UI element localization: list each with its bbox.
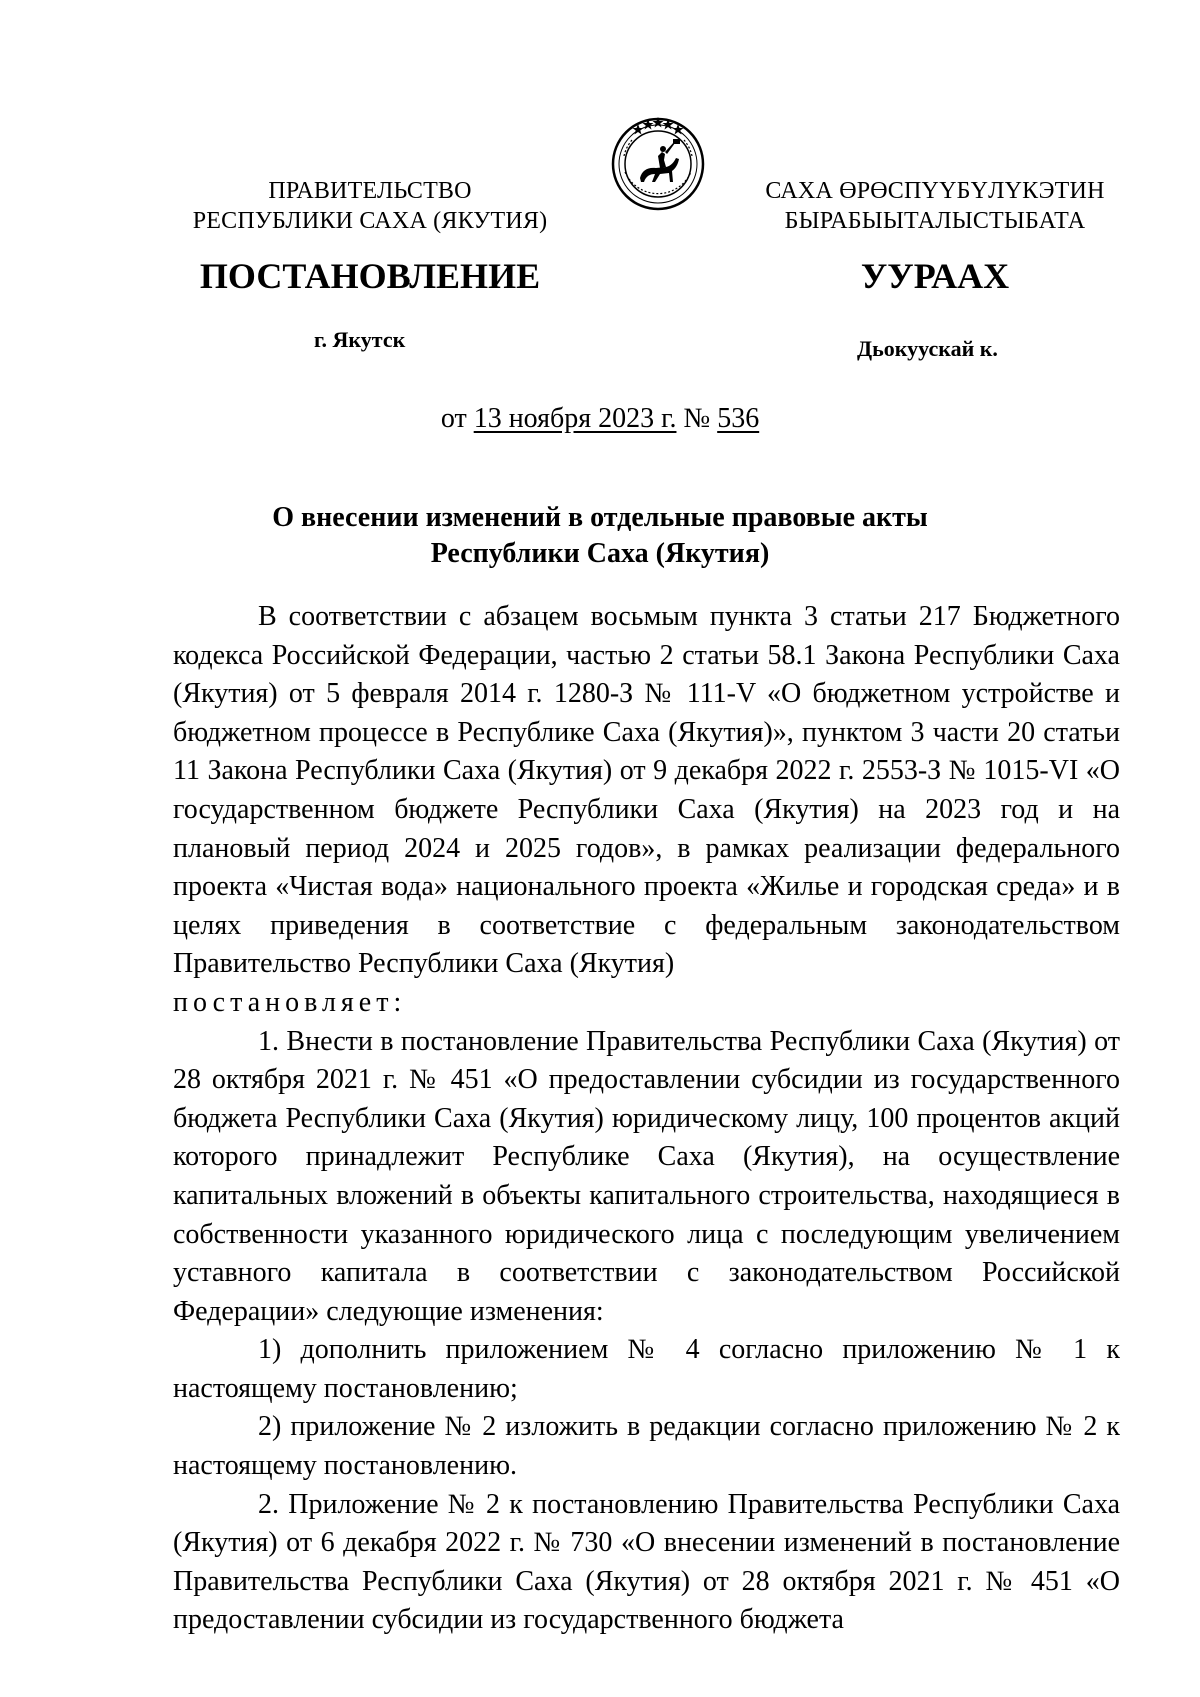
document-title: [0, 500, 1200, 572]
number-sign: №: [683, 403, 711, 434]
city-ru: г. Якутск: [314, 327, 406, 352]
subclause-2-paragraph: 2) приложение № 2 изложить в редакции согласно приложению № 2 к настоящему постановлению.: [173, 1411, 1120, 1482]
left-org-line1: ПРАВИТЕЛЬСТВО: [268, 178, 472, 204]
document-body: [173, 598, 1120, 1640]
left-org-line2: РЕСПУБЛИКИ САХА (ЯКУТИЯ): [192, 208, 548, 234]
clause-1-paragraph: 1. Внести в постановление Правительства Республики Саха (Якутия) от 28 октября 2021 г. № 451 «О предоставлении субсидии из государственного бюджета Республики Саха (Якутия) юридическому лицу, 100 процентов акций которого принадлежит Республике Саха (Якутия), на осуществление капитальных вложений в объекты капитального строительства, находящиеся в собственности указанного юридического лица с последующим увеличением уставного капитала в соответствии с законодательством Российской Федерации» следующие изменения:: [173, 1025, 1120, 1327]
preamble-paragraph: В соответствии с абзацем восьмым пункта 3 статьи 217 Бюджетного кодекса Российской Федерации, частью 2 статьи 58.1 Закона Республики Саха (Якутия) от 5 февраля 2014 г. 1280-З № 111-V «О бюджетном устройстве и бюджетном процессе в Республике Саха (Якутия)», пунктом 3 части 20 статьи 11 Закона Республики Саха (Якутия) от 9 декабря 2022 г. 2553-З № 1015-VI «О государственном бюджете Республики Саха (Якутия) на 2023 год и на плановый период 2024 и 2025 годов», в рамках реализации федерального проекта «Чистая вода» национального проекта «Жилье и городская среда» и в целях приведения в соответствие с федеральным законодательством Правительство Республики Саха (Якутия): [173, 601, 1120, 980]
right-org-line2: БЫРАБЫЫТАЛЫСТЫБАТА: [784, 208, 1086, 234]
doc-type-ru: ПОСТАНОВЛЕНИЕ: [199, 256, 541, 296]
document-date: 13 ноября 2023 г.: [473, 403, 677, 434]
title-line2: Республики Саха (Якутия): [430, 538, 770, 569]
left-org-name: [170, 176, 570, 236]
coat-of-arms-icon: [608, 112, 708, 212]
subclause-1-paragraph: 1) дополнить приложением № 4 согласно приложению № 1 к настоящему постановлению;: [173, 1334, 1120, 1404]
document-number: 536: [717, 403, 760, 434]
right-org-line1: САХА ӨРӨСПҮҮБҮЛҮКЭТИН: [765, 178, 1105, 204]
resolves-word: постановляет:: [173, 986, 407, 1018]
doc-type-sah: УУРААХ: [860, 256, 1010, 296]
right-org-name: [735, 176, 1135, 236]
date-prefix: от: [440, 403, 467, 434]
date-number-line: [0, 402, 1200, 436]
title-line1: О внесении изменений в отдельные правовые акты: [272, 502, 928, 533]
clause-2-paragraph: 2. Приложение № 2 к постановлению Правительства Республики Саха (Якутия) от 6 декабря 2022 г. № 730 «О внесении изменений в постановление Правительства Республики Саха (Якутия) от 28 октября 2021 г. № 451 «О предоставлении субсидии из государственного бюджета: [173, 1488, 1120, 1636]
city-sah: Дьокуускай к.: [857, 336, 998, 361]
